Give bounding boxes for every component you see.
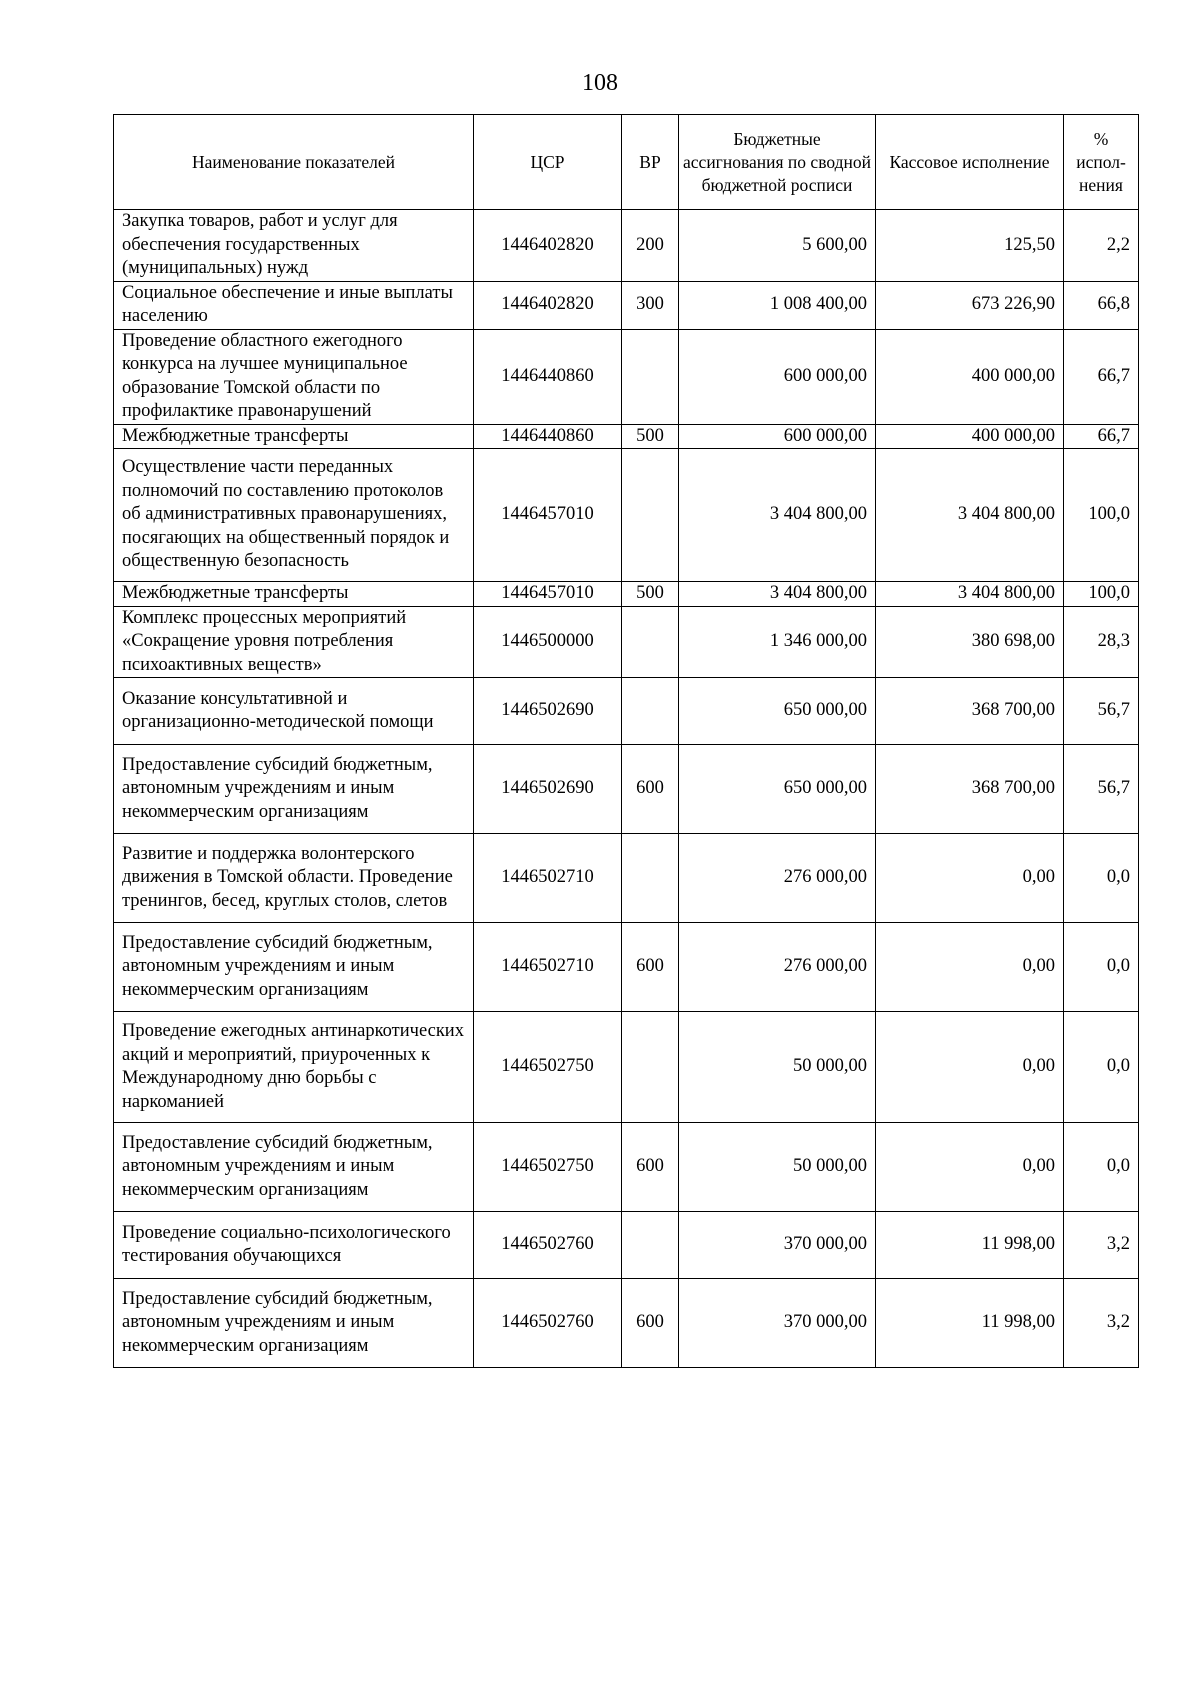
cell-cash: 3 404 800,00 [876,449,1064,582]
cell-vr [622,678,679,745]
cell-csr: 1446502690 [474,745,622,834]
cell-vr [622,1012,679,1123]
cell-pct: 56,7 [1064,678,1139,745]
cell-csr: 1446502750 [474,1123,622,1212]
cell-budget: 650 000,00 [679,745,876,834]
cell-name: Осуществление части переданных полномочий по составлению протоколов об административных правонарушениях, посягающих на общественный порядок и общественную безопасность [114,449,474,582]
cell-name: Проведение областного ежегодного конкурса на лучшее муниципальное образование Томской области по профилактике правонарушений [114,329,474,424]
cell-name: Предоставление субсидий бюджетным, автономным учреждениям и иным некоммерческим организациям [114,1279,474,1368]
cell-name: Развитие и поддержка волонтерского движения в Томской области. Проведение тренингов, бесед, круглых столов, слетов [114,834,474,923]
cell-vr: 600 [622,1279,679,1368]
cell-vr [622,834,679,923]
cell-csr: 1446502690 [474,678,622,745]
cell-budget: 3 404 800,00 [679,449,876,582]
cell-pct: 66,7 [1064,424,1139,449]
cell-vr: 600 [622,745,679,834]
header-cash: Кассовое исполнение [876,115,1064,210]
cell-budget: 1 346 000,00 [679,606,876,678]
cell-cash: 3 404 800,00 [876,582,1064,607]
table-row [114,281,1139,329]
table-row [114,329,1139,424]
table-header-row [114,115,1139,210]
cell-cash: 0,00 [876,834,1064,923]
cell-name: Предоставление субсидий бюджетным, автономным учреждениям и иным некоммерческим организациям [114,745,474,834]
cell-budget: 600 000,00 [679,424,876,449]
cell-csr: 1446402820 [474,210,622,282]
cell-vr [622,606,679,678]
table-body [114,210,1139,1368]
cell-cash: 673 226,90 [876,281,1064,329]
header-pct: % испол-нения [1064,115,1139,210]
cell-budget: 370 000,00 [679,1212,876,1279]
table-row [114,449,1139,582]
cell-name: Проведение ежегодных антинаркотических акций и мероприятий, приуроченных к Международному дню борьбы с наркоманией [114,1012,474,1123]
cell-cash: 11 998,00 [876,1212,1064,1279]
cell-csr: 1446500000 [474,606,622,678]
cell-vr: 500 [622,424,679,449]
cell-budget: 50 000,00 [679,1123,876,1212]
cell-name: Оказание консультативной и организационно-методической помощи [114,678,474,745]
cell-pct: 56,7 [1064,745,1139,834]
cell-name: Межбюджетные трансферты [114,582,474,607]
cell-budget: 370 000,00 [679,1279,876,1368]
header-csr: ЦСР [474,115,622,210]
cell-budget: 50 000,00 [679,1012,876,1123]
cell-cash: 11 998,00 [876,1279,1064,1368]
table-row [114,834,1139,923]
table-row [114,1212,1139,1279]
cell-csr: 1446440860 [474,329,622,424]
cell-budget: 3 404 800,00 [679,582,876,607]
cell-vr [622,1212,679,1279]
cell-csr: 1446502750 [474,1012,622,1123]
cell-cash: 125,50 [876,210,1064,282]
cell-pct: 0,0 [1064,1123,1139,1212]
cell-pct: 66,8 [1064,281,1139,329]
table-row [114,1279,1139,1368]
cell-pct: 2,2 [1064,210,1139,282]
cell-pct: 100,0 [1064,449,1139,582]
cell-csr: 1446502760 [474,1212,622,1279]
table-row [114,923,1139,1012]
table-row [114,745,1139,834]
cell-csr: 1446457010 [474,449,622,582]
cell-pct: 66,7 [1064,329,1139,424]
cell-name: Закупка товаров, работ и услуг для обеспечения государственных (муниципальных) нужд [114,210,474,282]
cell-budget: 650 000,00 [679,678,876,745]
cell-name: Социальное обеспечение и иные выплаты населению [114,281,474,329]
cell-csr: 1446502710 [474,834,622,923]
cell-vr [622,329,679,424]
table-row [114,424,1139,449]
cell-vr: 600 [622,923,679,1012]
cell-cash: 380 698,00 [876,606,1064,678]
cell-vr: 300 [622,281,679,329]
table-row [114,582,1139,607]
cell-cash: 0,00 [876,1123,1064,1212]
cell-pct: 3,2 [1064,1279,1139,1368]
table-row [114,678,1139,745]
cell-pct: 3,2 [1064,1212,1139,1279]
table-row [114,606,1139,678]
cell-name: Комплекс процессных мероприятий «Сокращение уровня потребления психоактивных веществ» [114,606,474,678]
cell-pct: 0,0 [1064,834,1139,923]
header-budget: Бюджетные ассигнования по сводной бюджетной росписи [679,115,876,210]
cell-budget: 5 600,00 [679,210,876,282]
cell-vr [622,449,679,582]
cell-cash: 0,00 [876,1012,1064,1123]
cell-csr: 1446502710 [474,923,622,1012]
cell-cash: 400 000,00 [876,424,1064,449]
cell-csr: 1446440860 [474,424,622,449]
cell-cash: 400 000,00 [876,329,1064,424]
cell-budget: 600 000,00 [679,329,876,424]
cell-csr: 1446502760 [474,1279,622,1368]
cell-pct: 100,0 [1064,582,1139,607]
budget-table [113,114,1139,1368]
cell-cash: 368 700,00 [876,745,1064,834]
cell-name: Межбюджетные трансферты [114,424,474,449]
table-row [114,210,1139,282]
cell-vr: 200 [622,210,679,282]
cell-cash: 0,00 [876,923,1064,1012]
cell-name: Предоставление субсидий бюджетным, автономным учреждениям и иным некоммерческим организациям [114,1123,474,1212]
table-row [114,1012,1139,1123]
header-name: Наименование показателей [114,115,474,210]
cell-pct: 28,3 [1064,606,1139,678]
cell-vr: 500 [622,582,679,607]
cell-cash: 368 700,00 [876,678,1064,745]
header-vr: ВР [622,115,679,210]
cell-budget: 276 000,00 [679,834,876,923]
cell-csr: 1446402820 [474,281,622,329]
cell-pct: 0,0 [1064,1012,1139,1123]
cell-vr: 600 [622,1123,679,1212]
cell-budget: 1 008 400,00 [679,281,876,329]
page-number: 108 [582,70,618,96]
cell-csr: 1446457010 [474,582,622,607]
table-row [114,1123,1139,1212]
cell-name: Проведение социально-психологического тестирования обучающихся [114,1212,474,1279]
cell-budget: 276 000,00 [679,923,876,1012]
cell-name: Предоставление субсидий бюджетным, автономным учреждениям и иным некоммерческим организациям [114,923,474,1012]
cell-pct: 0,0 [1064,923,1139,1012]
